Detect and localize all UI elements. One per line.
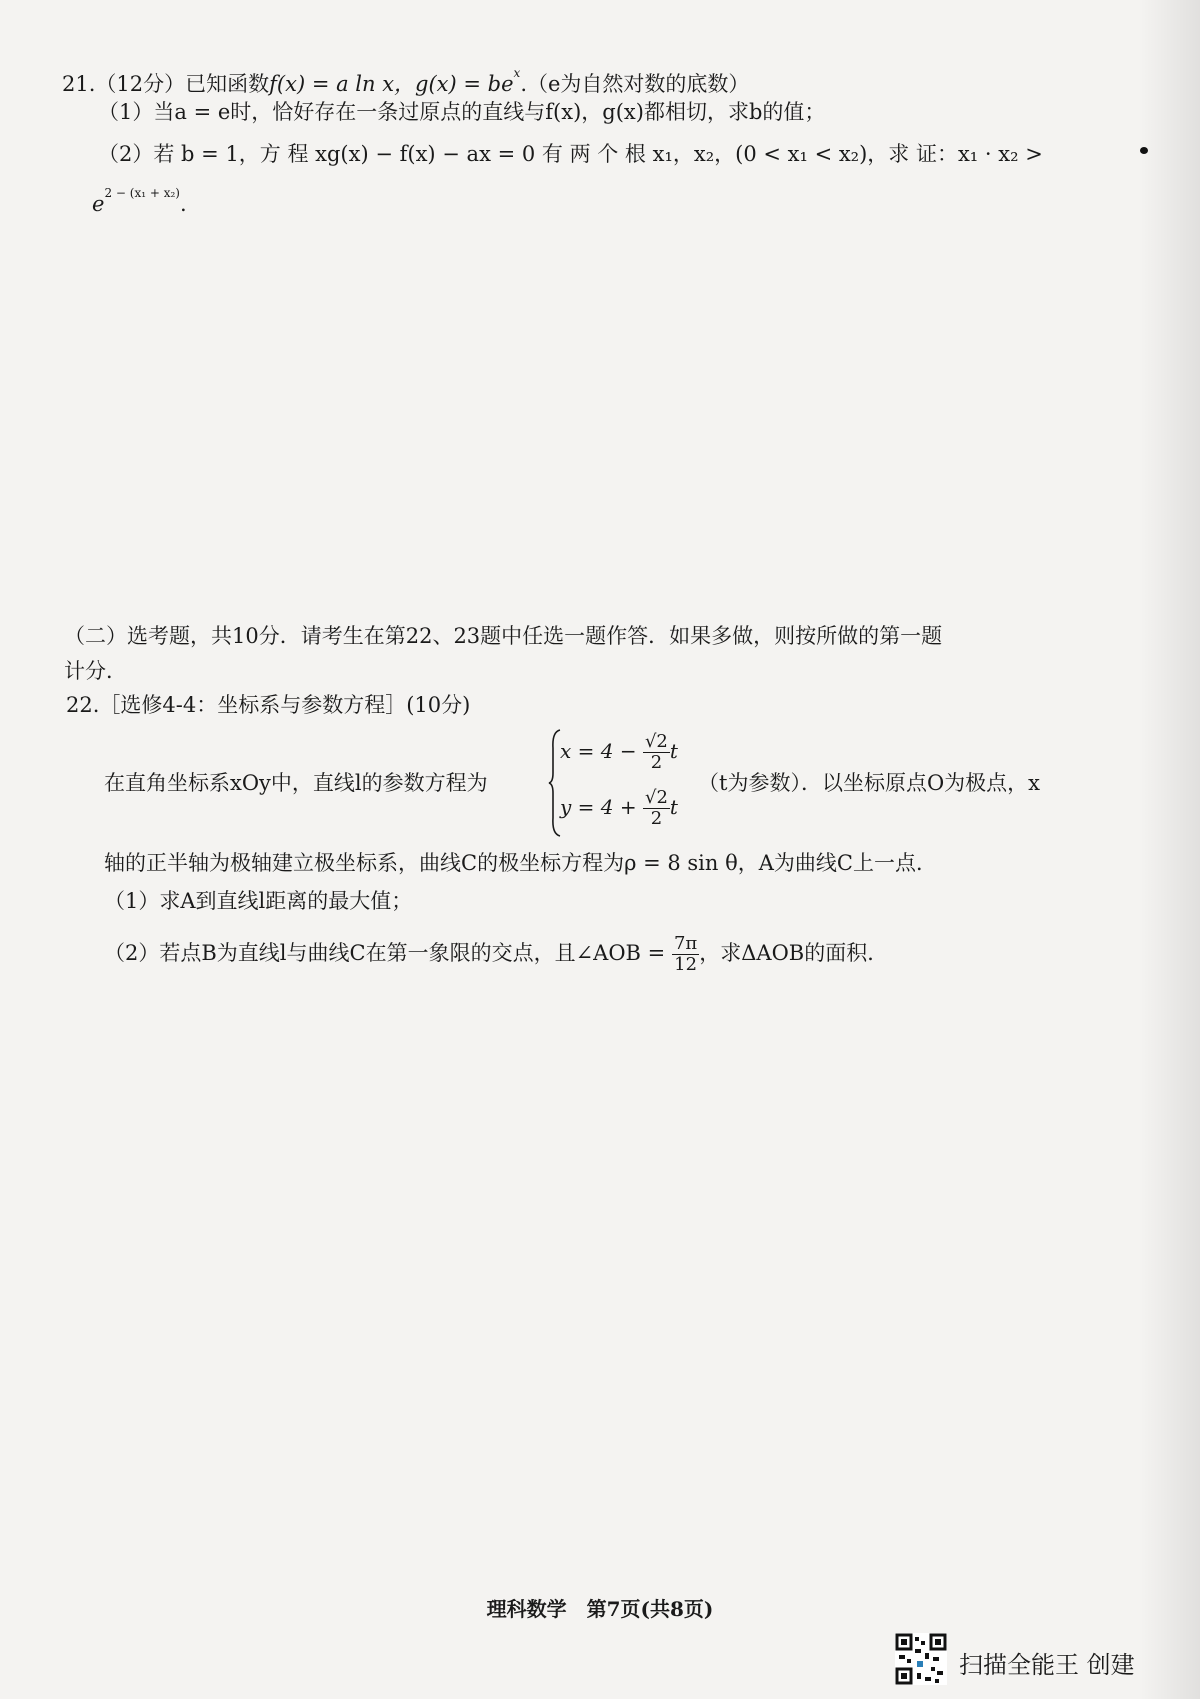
q22-part2-a: （2）若点B为直线l与曲线C在第一象限的交点，且∠AOB = (104, 941, 666, 965)
section2-line2: 计分． (64, 659, 127, 683)
page-edge-shadow (1140, 0, 1200, 1699)
q21-intro: 已知函数 (185, 72, 270, 96)
q22-eq-x-var: t (669, 739, 678, 763)
q21-part2-text: 若 b = 1，方 程 xg(x) − f(x) − ax = 0 有 两 个 根 x₁，x₂，(0 < x₁ < x₂)，求 证：x₁ · x₂ > (153, 142, 1043, 166)
q22-eq-y-var: t (669, 795, 678, 819)
ink-dot (1140, 147, 1148, 154)
qr-code-icon (895, 1633, 947, 1685)
q21-exp-end: . (179, 192, 187, 216)
q22-intro: 在直角坐标系xOy中，直线l的参数方程为 (104, 771, 488, 795)
scanner-text: 扫描全能王 创建 (959, 1651, 1135, 1679)
q21-exp-sup: 2 − (x₁ + x₂) (104, 186, 180, 200)
q22-polar: 轴的正半轴为极轴建立极坐标系，曲线C的极坐标方程为ρ = 8 sin θ，A为曲线C上一点． (104, 851, 937, 875)
q22-eq-y (560, 788, 678, 829)
q21-part1-label: （1） (98, 100, 154, 124)
q21-part1 (98, 97, 825, 127)
q22-eq-x-left: x = 4 − (560, 739, 637, 763)
q22-eq-y-left: y = 4 + (560, 795, 637, 819)
q21-score: （12分） (95, 72, 186, 96)
q22-part2-b: ，求ΔAOB的面积． (699, 941, 889, 965)
q22-equation-system (548, 728, 688, 838)
q22-eq-x-frac: $\frac{√2}{2}$ (644, 731, 668, 773)
q22-eq-x (560, 732, 678, 773)
q22-title: 22.［选修4-4：坐标系与参数方程］(10分) (66, 693, 471, 717)
q21-number: 21. (62, 72, 96, 96)
q21-part1-text: 当a = e时，恰好存在一条过原点的直线与f(x)，g(x)都相切，求b的值； (153, 100, 826, 124)
section2-line1: （二）选考题，共10分．请考生在第22、23题中任选一题作答．如果多做，则按所做的第一题 (64, 624, 943, 648)
q21-note: .（e为自然对数的底数） (520, 72, 750, 96)
q21-g-sup: x (513, 66, 521, 80)
page-footer: 理科数学 第7页(共8页) (486, 1597, 714, 1621)
q21-part2-continuation (92, 178, 187, 219)
q21-part2-label: （2） (98, 142, 154, 166)
q22-eq-y-frac: $\frac{√2}{2}$ (644, 787, 668, 829)
q22-param-note: （t为参数）．以坐标原点O为极点，x (698, 771, 1040, 795)
q22-angle-frac: $\frac{7\pi}{12}$ (673, 933, 698, 975)
q21-exp-base: e (92, 192, 105, 216)
q21-title (62, 58, 749, 99)
q22-part2 (104, 934, 888, 975)
q21-g-def: g(x) = be (415, 72, 514, 96)
q22-part1: （1）求A到直线l距离的最大值； (104, 889, 413, 913)
q21-part2 (98, 139, 1043, 169)
q21-f-def: f(x) = a ln x， (269, 72, 416, 96)
